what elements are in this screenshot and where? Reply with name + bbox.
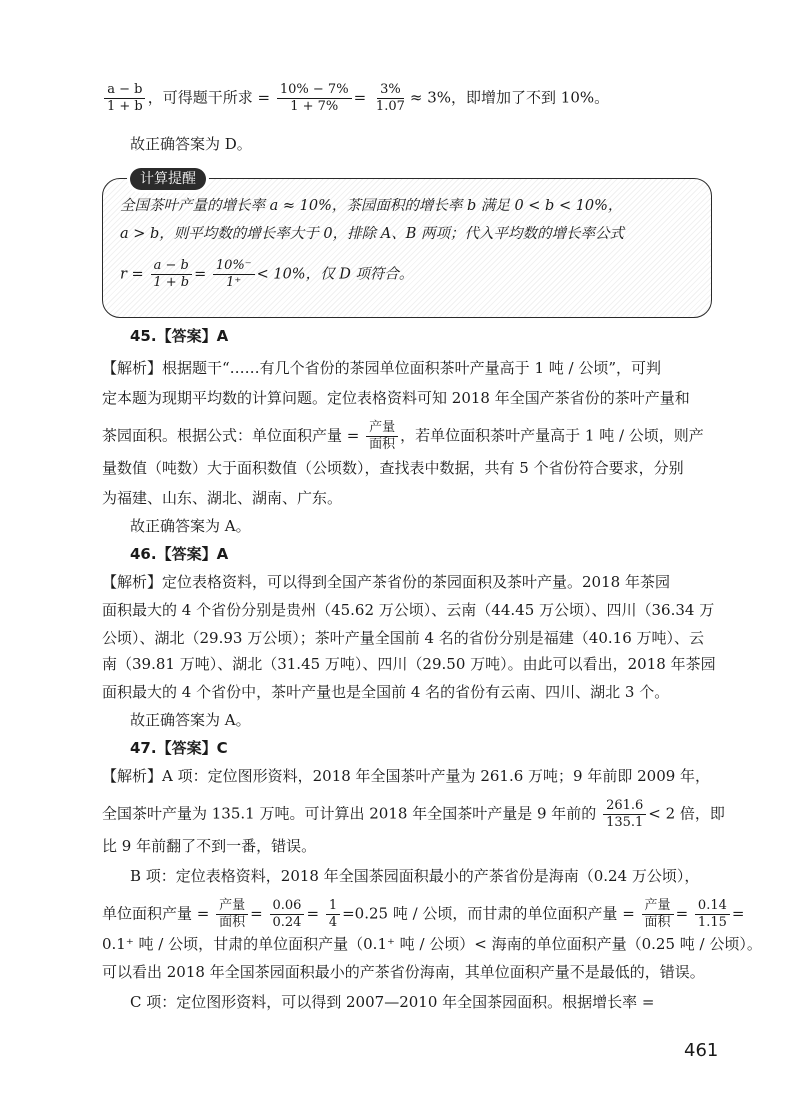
denominator: 1 + b bbox=[153, 275, 190, 290]
text: = bbox=[675, 904, 689, 923]
fraction bbox=[216, 898, 248, 931]
analysis-line: 量数值（吨数）大于面积数值（公顷数），查找表中数据，共有 5 个省份符合要求，分别 bbox=[102, 459, 684, 477]
text: = bbox=[194, 266, 207, 283]
numerator: 1 bbox=[326, 898, 340, 915]
text: ，若单位面积茶叶产量高于 1 吨 / 公顷，则产 bbox=[400, 426, 704, 445]
numerator: 10%⁻ bbox=[213, 258, 255, 275]
analysis-line: C 项：定位图形资料，可以得到 2007—2010 年全国茶园面积。根据增长率 = bbox=[130, 993, 655, 1011]
analysis-formula-line bbox=[102, 420, 722, 453]
denominator: 4 bbox=[328, 915, 338, 930]
page-number: 461 bbox=[684, 1040, 719, 1061]
numerator: a − b bbox=[104, 82, 145, 99]
text: 全国茶叶产量为 135.1 万吨。可计算出 2018 年全国茶叶产量是 9 年前的 bbox=[102, 804, 597, 823]
text: 茶园面积。根据公式：单位面积产量 = bbox=[102, 426, 360, 445]
analysis-line: 面积最大的 4 个省份中，茶叶产量也是全国前 4 名的省份有云南、四川、湖北 3 个。 bbox=[102, 683, 670, 701]
answer-header-46: 46.【答案】A bbox=[130, 545, 229, 563]
denominator: 1 + b bbox=[107, 99, 143, 114]
fraction bbox=[366, 420, 398, 453]
fraction bbox=[277, 82, 352, 115]
text: = bbox=[353, 88, 367, 107]
analysis-line: 【解析】根据题干“……有几个省份的茶园单位面积茶叶产量高于 1 吨 / 公顷”，可判 bbox=[102, 359, 662, 377]
numerator: 3% bbox=[377, 82, 404, 99]
reminder-formula-line bbox=[120, 258, 700, 291]
text: = bbox=[306, 904, 320, 923]
reminder-line: a > b，则平均数的增长率大于 0，排除 A、B 两项；代入平均数的增长率公式 bbox=[120, 226, 624, 242]
fraction bbox=[603, 798, 646, 831]
text: < 2 倍，即 bbox=[648, 804, 725, 823]
denominator: 135.1 bbox=[606, 815, 644, 830]
analysis-line: B 项：定位表格资料，2018 年全国茶园面积最小的产茶省份是海南（0.24 万公顷）， bbox=[130, 867, 700, 885]
analysis-line: 0.1⁺ 吨 / 公顷，甘肃的单位面积产量（0.1⁺ 吨 / 公顷）< 海南的单位面积产量（0.25 吨 / 公顷）。 bbox=[102, 935, 762, 953]
text: 单位面积产量 = bbox=[102, 904, 210, 923]
analysis-line: 可以看出 2018 年全国茶园面积最小的产茶省份海南，其单位面积产量不是最低的，错误。 bbox=[102, 963, 705, 981]
fraction bbox=[326, 898, 340, 931]
denominator: 面积 bbox=[219, 915, 246, 930]
numerator: 261.6 bbox=[603, 798, 646, 815]
text: r = bbox=[120, 266, 144, 283]
denominator: 1 + 7% bbox=[290, 99, 339, 114]
reminder-line: 全国茶叶产量的增长率 a ≈ 10%，茶园面积的增长率 b 满足 0 < b < 10%， bbox=[120, 198, 623, 214]
denominator: 0.24 bbox=[272, 915, 302, 930]
fraction bbox=[213, 258, 255, 291]
numerator: 0.06 bbox=[270, 898, 305, 915]
analysis-line: 南（39.81 万吨）、湖北（31.45 万吨）、四川（29.50 万吨）。由此可以看出，2018 年茶园 bbox=[102, 655, 716, 673]
analysis-formula-line bbox=[102, 798, 725, 831]
analysis-formula-line bbox=[102, 898, 745, 931]
answer-header-45: 45.【答案】A bbox=[130, 327, 229, 345]
fraction bbox=[270, 898, 305, 931]
text: = bbox=[731, 904, 745, 923]
numerator: 0.14 bbox=[695, 898, 730, 915]
text: =0.25 吨 / 公顷，而甘肃的单位面积产量 = bbox=[342, 904, 635, 923]
analysis-line: 定本题为现期平均数的计算问题。定位表格资料可知 2018 年全国产茶省份的茶叶产量和 bbox=[102, 389, 690, 407]
fraction bbox=[373, 82, 408, 115]
answer-line: 故正确答案为 A。 bbox=[130, 517, 251, 535]
denominator: 1.15 bbox=[697, 915, 727, 930]
numerator: 产量 bbox=[642, 898, 674, 915]
fraction bbox=[695, 898, 730, 931]
denominator: 1⁺ bbox=[226, 275, 242, 290]
analysis-line: 【解析】定位表格资料，可以得到全国产茶省份的茶园面积及茶叶产量。2018 年茶园 bbox=[102, 573, 670, 591]
fraction bbox=[104, 82, 146, 115]
fraction bbox=[150, 258, 192, 291]
numerator: 产量 bbox=[216, 898, 248, 915]
numerator: 产量 bbox=[366, 420, 398, 437]
answer-line: 故正确答案为 D。 bbox=[130, 135, 252, 153]
denominator: 面积 bbox=[644, 915, 671, 930]
numerator: 10% − 7% bbox=[277, 82, 352, 99]
text: ≈ 3%，即增加了不到 10%。 bbox=[409, 88, 610, 107]
denominator: 面积 bbox=[369, 437, 396, 452]
analysis-line: 为福建、山东、湖北、湖南、广东。 bbox=[102, 489, 343, 507]
text: = bbox=[250, 904, 263, 923]
fraction bbox=[642, 898, 674, 931]
answer-header-47: 47.【答案】C bbox=[130, 739, 228, 757]
formula-line bbox=[102, 82, 722, 115]
analysis-line: 面积最大的 4 个省份分别是贵州（45.62 万公顷）、云南（44.45 万公顷）、四川（36.34 万 bbox=[102, 601, 715, 619]
calculation-reminder-tag: 计算提醒 bbox=[130, 168, 206, 190]
analysis-line: 【解析】A 项：定位图形资料，2018 年全国茶叶产量为 261.6 万吨；9 年前即 2009 年， bbox=[102, 767, 711, 785]
denominator: 1.07 bbox=[375, 99, 405, 114]
text: ，可得题干所求 = bbox=[147, 88, 271, 107]
numerator: a − b bbox=[151, 258, 192, 275]
text: < 10%，仅 D 项符合。 bbox=[256, 266, 414, 283]
answer-line: 故正确答案为 A。 bbox=[130, 711, 251, 729]
analysis-line: 公顷）、湖北（29.93 万公顷）；茶叶产量全国前 4 名的省份分别是福建（40.16 万吨）、云 bbox=[102, 629, 705, 647]
analysis-line: 比 9 年前翻了不到一番，错误。 bbox=[102, 837, 317, 855]
